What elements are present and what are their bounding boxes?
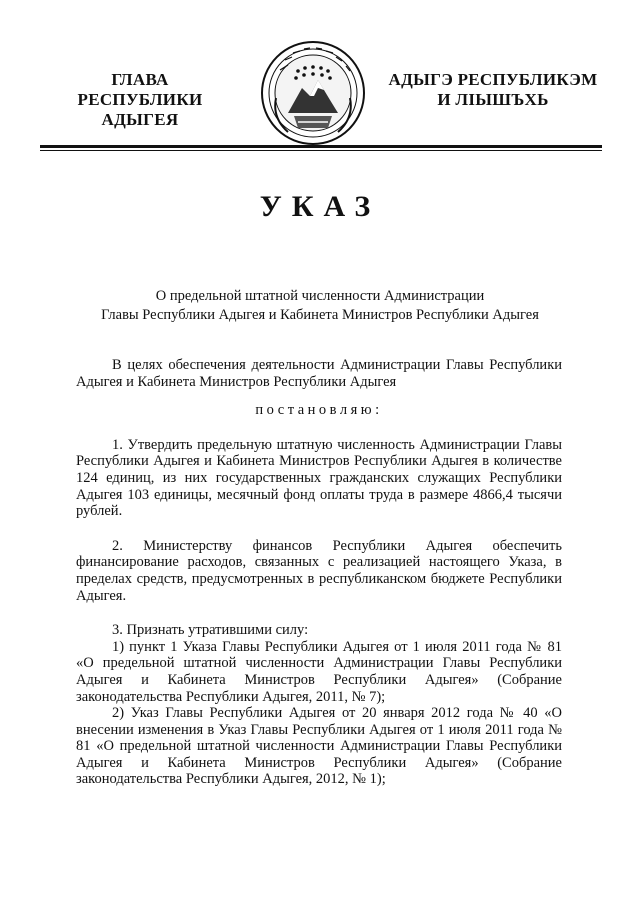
item-3-2-paragraph: 2) Указ Главы Республики Адыгея от 20 января 2012 года № 40 «О внесении изменения в Указ Главы Республики Адыгея от 1 июля 2011 года № 81 «О предельной штатной численности Администрации Главы Республики Адыгея и Кабинета Министров Республики Адыгея» (Собрание законодательства Республики Адыгея, 2012, № 1); [76,705,562,788]
item-3-1-paragraph: 1) пункт 1 Указа Главы Республики Адыгея от 1 июля 2011 года № 81 «О предельной штатной численности Администрации Главы Республики Адыгея и Кабинета Министров Республики Адыгея» (Собрание законодательства Республики Адыгея, 2011, № 7); [76,638,562,705]
item-1-paragraph: 1. Утвердить предельную штатную численность Администрации Главы Республики Адыгея и Кабинета Министров Республики Адыгея в количестве 124 единиц, из них государственных гражданских служащих Республики Адыгея 103 единицы, месячный фонд оплаты труда в размере 4866,4 тысячи рублей. [76,436,562,520]
subject-line1: О предельной штатной численности Администрации [155,288,485,304]
header-right-line1: АДЫГЭ РЕСПУБЛИКЭМ [388,70,598,89]
header-left [40,70,240,130]
header-left-line2: РЕСПУБЛИКИ АДЫГЕЯ [77,90,203,129]
header-right-line2: И ЛІЫШЪХЬ [437,90,549,109]
header-divider-thin [40,150,602,151]
header-divider-thick [40,145,602,148]
preamble-paragraph: В целях обеспечения деятельности Администрации Главы Республики Адыгея и Кабинета Министров Республики Адыгея [76,357,562,390]
resolve-line: постановляю: [255,402,383,419]
subject-line2: Главы Республики Адыгея и Кабинета Министров Республики Адыгея [101,307,539,323]
header-right [388,70,598,110]
document-body [76,357,562,788]
document-subject [60,287,580,325]
item-2-paragraph: 2. Министерству финансов Республики Адыгея обеспечить финансирование расходов, связанных с реализацией настоящего Указа, в пределах средств, предусмотренных в республиканском бюджете Республики Адыгея. [76,537,562,604]
header-left-line1: ГЛАВА [111,70,169,89]
item-3-paragraph: 3. Признать утратившими силу: [112,622,309,639]
document-header [0,30,640,140]
document-title: УКАЗ [259,190,381,223]
coat-of-arms-icon [258,38,368,148]
